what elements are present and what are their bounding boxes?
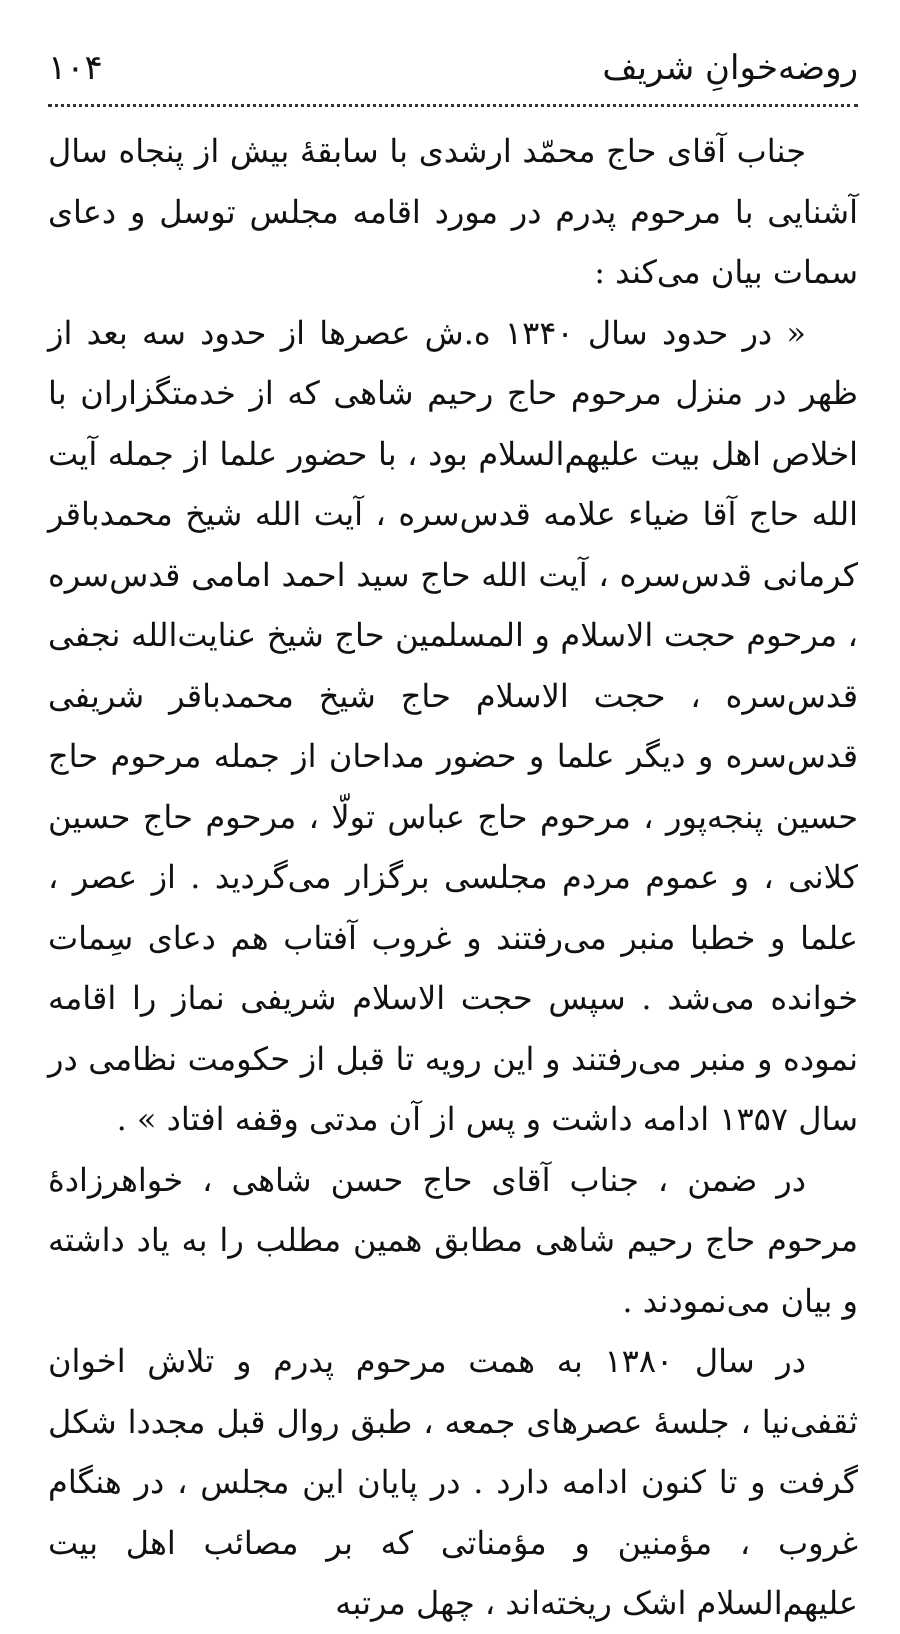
running-header (48, 40, 858, 96)
book-page (48, 40, 859, 1622)
paragraph-2-quote: « در حدود سال ۱۳۴۰ ه.ش عصرها از حدود سه بعد از ظهر در منزل مرحوم حاج رحیم شاهی که از خدمتگزاران با اخلاص اهل بیت علیهم‌السلام بود ، با حضور علما از جمله آیت الله حاج آقا ضیاء علامه قدس‌سره ، آیت الله شیخ محمدباقر کرمانی قدس‌سره ، آیت الله حاج سید احمد امامی قدس‌سره ، مرحوم حجت الاسلام و المسلمین حاج شیخ عنایت‌الله نجفی قدس‌سره ، حجت الاسلام حاج شیخ محمدباقر شریفی قدس‌سره و دیگر علما و حضور مداحان از جمله مرحوم حاج حسین پنجه‌پور ، مرحوم حاج عباس تولّا ، مرحوم حاج حسین کلانی ، و عموم مردم مجلسی برگزار می‌گردید . از عصر ، علما و خطبا منبر می‌رفتند و غروب آفتاب هم دعای سِمات خوانده می‌شد . سپس حجت الاسلام شریفی نماز را اقامه نموده و منبر می‌رفتند و این رویه تا قبل از حکومت نظامی در سال ۱۳۵۷ ادامه داشت و پس از آن مدتی وقفه افتاد » . (48, 313, 859, 1138)
body-text (48, 121, 858, 1634)
paragraph-1: جناب آقای حاج محمّد ارشدی با سابقهٔ بیش از پنجاه سال آشنایی با مرحوم پدرم در مورد اقامه مجلس توسل و دعای سمات بیان می‌کند : (48, 132, 858, 291)
paragraph-4: در سال ۱۳۸۰ به همت مرحوم پدرم و تلاش اخوان ثقفی‌نیا ، جلسهٔ عصرهای جمعه ، طبق روال قبل مجددا شکل گرفت و تا کنون ادامه دارد . در پایان این مجلس ، در هنگام غروب ، مؤمنین و مؤمناتی که بر مصائب اهل بیت علیهم‌السلام اشک ریخته‌اند ، چهل مرتبه (48, 1342, 859, 1622)
running-title: روضه‌خوانِ شریف (602, 48, 858, 88)
page-number: ۱۰۴ (48, 48, 103, 88)
dotted-divider (48, 104, 858, 107)
paragraph-3: در ضمن ، جناب آقای حاج حسن شاهی ، خواهرزادهٔ مرحوم حاج رحیم شاهی مطابق همین مطلب را به یاد داشته و بیان می‌نمودند . (48, 1160, 858, 1320)
